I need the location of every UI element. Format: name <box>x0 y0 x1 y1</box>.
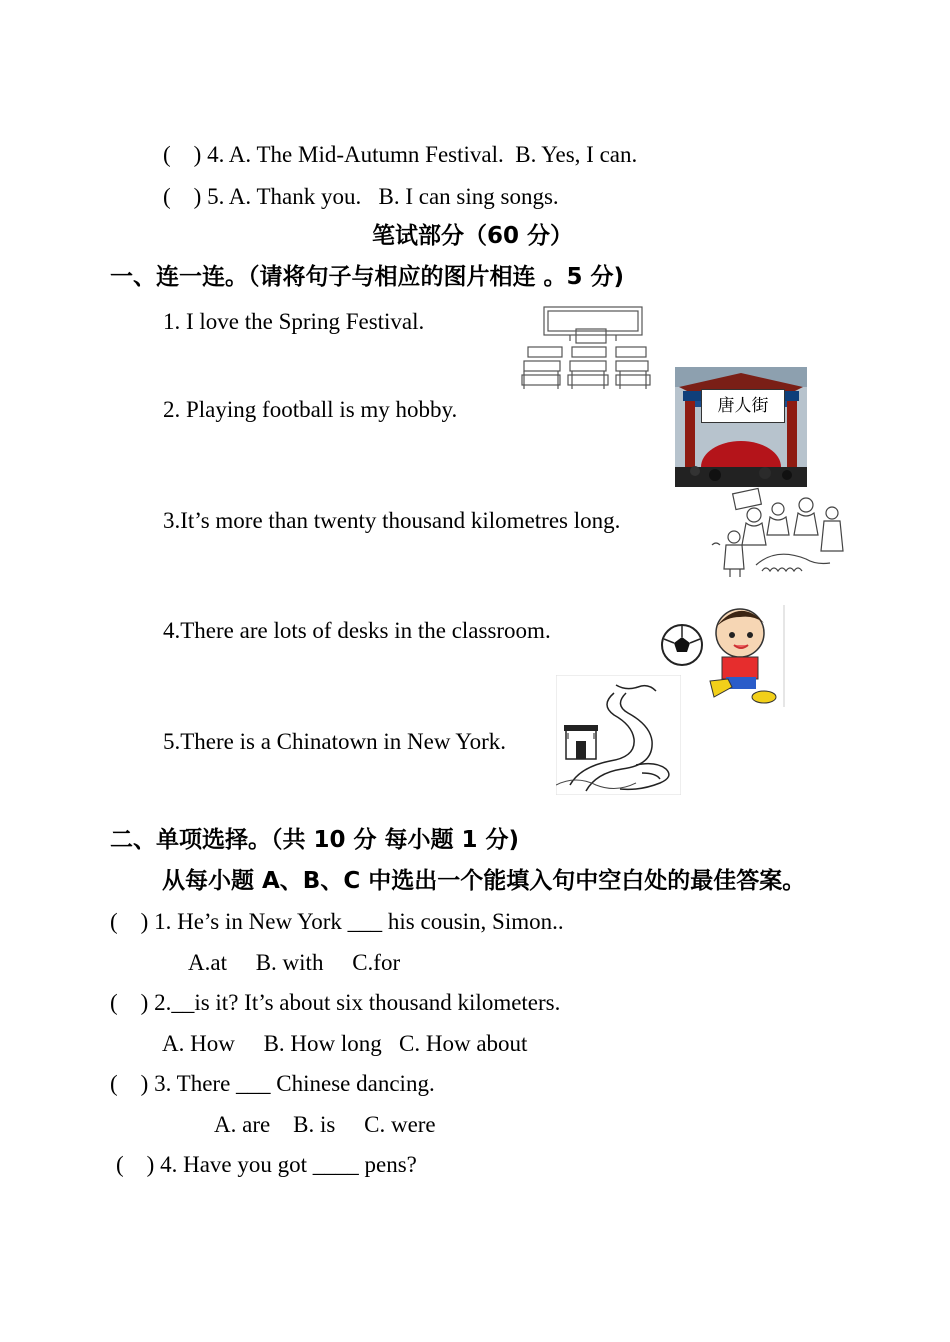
answer-blank: ( ) <box>110 990 149 1015</box>
question-text: 4. A. The Mid-Autumn Festival. B. Yes, I can. <box>207 142 638 167</box>
match-sentence-4: 4.There are lots of desks in the classroom. <box>163 618 551 643</box>
question-text: 1. He’s in New York ___ his cousin, Simon.. <box>154 909 564 934</box>
choice-question-4 <box>116 1151 417 1179</box>
choice-question-1 <box>110 908 564 936</box>
chinatown-sign: 唐人街 <box>701 389 785 423</box>
choice-options-3: A. are B. is C. were <box>214 1112 436 1137</box>
match-sentence-1: 1. I love the Spring Festival. <box>163 309 425 334</box>
question-text: 3. There ___ Chinese dancing. <box>154 1071 435 1096</box>
section2-instruction: 从每小题 A、B、C 中选出一个能填入句中空白处的最佳答案。 <box>162 868 806 894</box>
written-part-title: 笔试部分（60 分） <box>372 223 574 249</box>
family-celebration-picture <box>706 485 846 580</box>
classroom-desks-picture <box>520 305 652 390</box>
question-text: 5. A. Thank you. B. I can sing songs. <box>207 184 559 209</box>
section1-title: 一、连一连。（请将句子与相应的图片相连 。5 分) <box>110 264 625 290</box>
match-sentence-2: 2. Playing football is my hobby. <box>163 397 458 422</box>
answer-blank: ( ) <box>163 184 202 209</box>
choice-question-2 <box>110 989 560 1017</box>
choice-question-3 <box>110 1070 435 1098</box>
choice-options-2: A. How B. How long C. How about <box>162 1031 528 1056</box>
match-sentence-5: 5.There is a Chinatown in New York. <box>163 729 507 754</box>
answer-blank: ( ) <box>116 1152 155 1177</box>
great-wall-picture <box>556 675 681 795</box>
answer-blank: ( ) <box>163 142 202 167</box>
match-sentence-3: 3.It’s more than twenty thousand kilometres long. <box>163 508 621 533</box>
choice-options-1: A.at B. with C.for <box>188 950 401 975</box>
chinatown-gate-picture <box>675 367 807 487</box>
listening-question-5 <box>163 183 559 211</box>
answer-blank: ( ) <box>110 909 149 934</box>
listening-question-4 <box>163 141 637 169</box>
question-text: 2.__is it? It’s about six thousand kilometers. <box>154 990 561 1015</box>
question-text: 4. Have you got ____ pens? <box>160 1152 417 1177</box>
answer-blank: ( ) <box>110 1071 149 1096</box>
section2-title: 二、单项选择。（共 10 分 每小题 1 分) <box>110 827 520 853</box>
